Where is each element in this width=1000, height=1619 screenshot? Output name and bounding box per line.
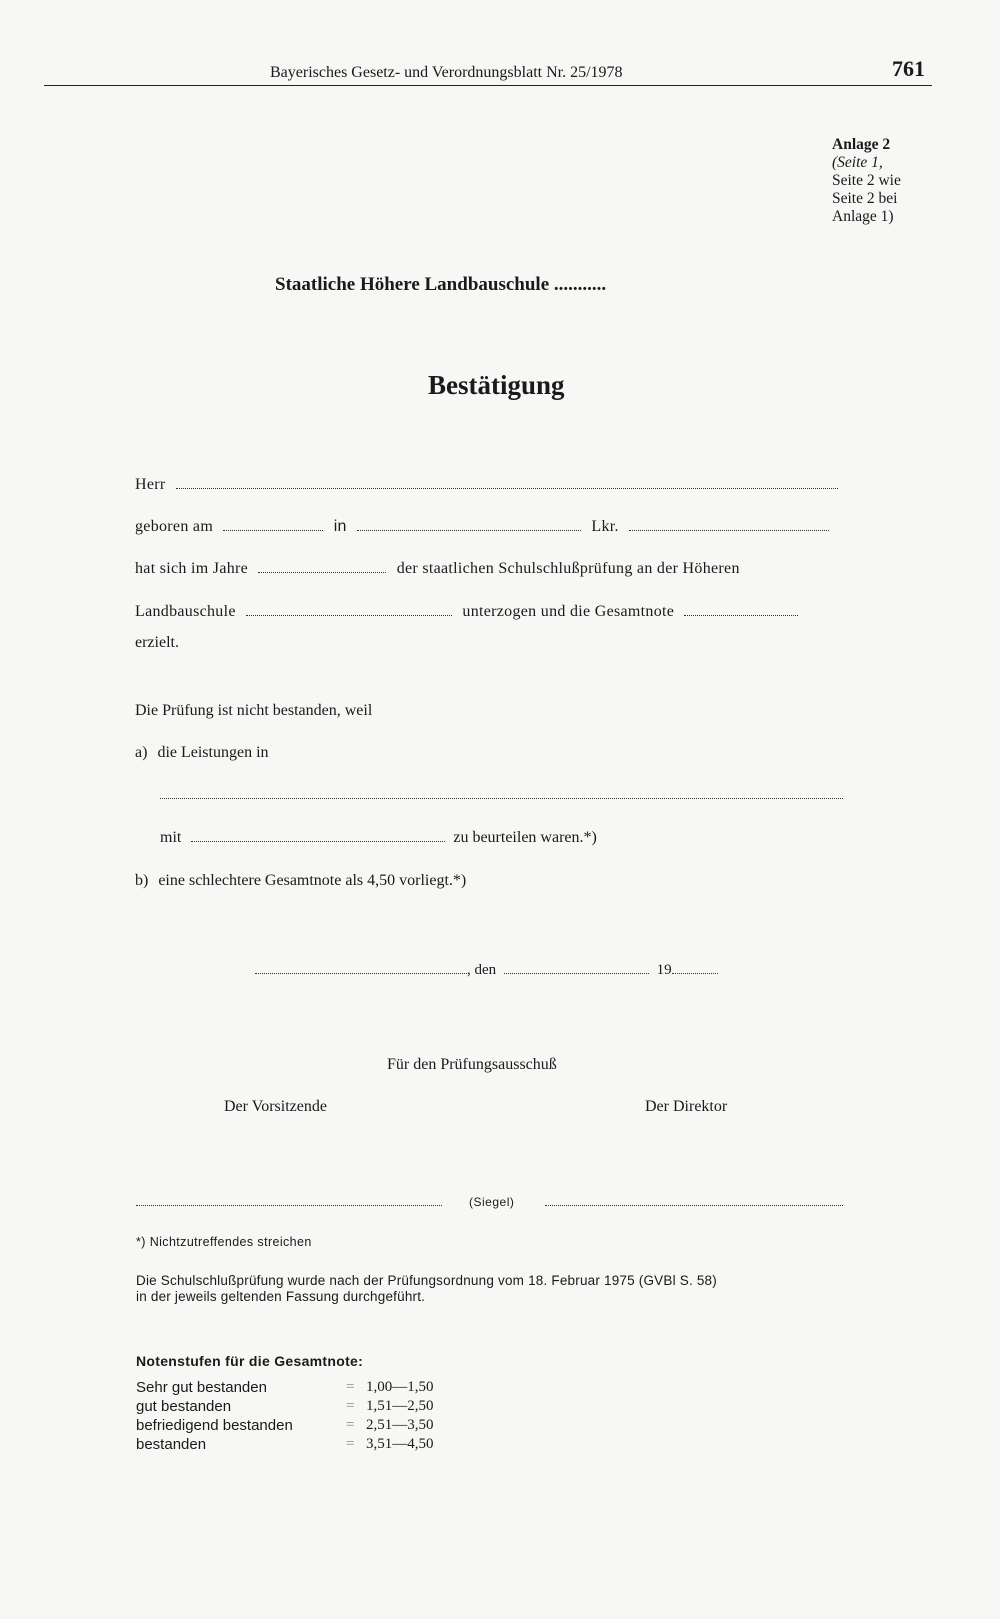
name-field[interactable] xyxy=(176,488,838,489)
annex-line: Seite 2 wie xyxy=(832,172,901,189)
date-line xyxy=(255,962,718,979)
failure-item-a xyxy=(135,744,269,762)
grade-label: befriedigend bestanden xyxy=(136,1417,293,1434)
document-title: Bestätigung xyxy=(428,370,565,400)
chair-signature-field[interactable] xyxy=(136,1205,442,1206)
label-lkr: Lkr. xyxy=(591,518,619,535)
year-suffix-field[interactable] xyxy=(672,973,718,974)
grade-range: 2,51—3,50 xyxy=(366,1417,434,1433)
chair-label: Der Vorsitzende xyxy=(224,1098,327,1115)
seal-label: (Siegel) xyxy=(469,1195,515,1209)
journal-header: Bayerisches Gesetz- und Verordnungsblatt Nr. 25/1978 xyxy=(270,64,623,81)
label-mit: mit xyxy=(160,829,182,846)
school-field[interactable] xyxy=(246,615,452,616)
label-den: , den xyxy=(467,962,497,978)
failure-item-b xyxy=(135,872,466,890)
grade-range: 3,51—4,50 xyxy=(366,1436,434,1452)
label-erzielt: erzielt. xyxy=(135,634,179,651)
annex-line: (Seite 1, xyxy=(832,154,883,171)
grade-equals: = xyxy=(346,1417,355,1433)
annex-line: Seite 2 bei xyxy=(832,190,898,207)
item-a-text: die Leistungen in xyxy=(157,744,269,761)
label-year-prefix: 19 xyxy=(656,962,672,978)
annex-line: Anlage 1) xyxy=(832,208,894,225)
label-geboren-am: geboren am xyxy=(135,518,214,535)
grade-heading: Notenstufen für die Gesamtnote: xyxy=(136,1353,364,1369)
item-b-text: eine schlechtere Gesamtnote als 4,50 vorliegt.*) xyxy=(158,872,467,889)
grade-row xyxy=(136,1378,434,1397)
grade-label: Sehr gut bestanden xyxy=(136,1379,267,1396)
grade-table xyxy=(136,1378,434,1454)
grade-row xyxy=(136,1416,434,1435)
director-signature-field[interactable] xyxy=(545,1205,843,1206)
label-landbauschule: Landbauschule xyxy=(135,603,236,620)
form-line-herr xyxy=(135,476,838,494)
regulation-line: in der jeweils geltenden Fassung durchgeführt. xyxy=(136,1289,426,1304)
place-field[interactable] xyxy=(255,973,467,974)
grade-row xyxy=(136,1397,434,1416)
regulation-line: Die Schulschlußprüfung wurde nach der Prüfungsordnung vom 18. Februar 1975 (GVBl S. 58) xyxy=(136,1273,717,1288)
item-b-marker: b) xyxy=(135,872,149,889)
label-in: in xyxy=(333,518,347,535)
form-line-year xyxy=(135,560,740,578)
regulation-text xyxy=(136,1273,717,1305)
grade-row xyxy=(136,1435,434,1454)
form-line-birth xyxy=(135,518,829,536)
district-field[interactable] xyxy=(629,530,829,531)
grade-label: gut bestanden xyxy=(136,1398,232,1415)
label-hat-sich: hat sich im Jahre xyxy=(135,560,249,577)
subjects-field[interactable] xyxy=(160,798,843,799)
failure-mit-line xyxy=(160,829,597,847)
annex-block xyxy=(832,136,901,226)
grade-equals: = xyxy=(346,1398,355,1414)
committee-label: Für den Prüfungsausschuß xyxy=(387,1056,557,1073)
birthplace-field[interactable] xyxy=(357,530,581,531)
grade-field[interactable] xyxy=(191,841,445,842)
date-field[interactable] xyxy=(504,973,649,974)
header-rule xyxy=(44,85,932,86)
school-name: Staatliche Höhere Landbauschule ........... xyxy=(275,274,607,295)
grade-label: bestanden xyxy=(136,1436,207,1453)
label-zu-beurteilen: zu beurteilen waren.*) xyxy=(453,829,597,846)
page-number: 761 xyxy=(892,56,925,81)
birthdate-field[interactable] xyxy=(223,530,323,531)
failure-intro: Die Prüfung ist nicht bestanden, weil xyxy=(135,702,373,719)
director-label: Der Direktor xyxy=(645,1098,728,1115)
year-field[interactable] xyxy=(258,572,386,573)
grade-equals: = xyxy=(346,1379,355,1395)
footnote: *) Nichtzutreffendes streichen xyxy=(136,1235,312,1249)
grade-equals: = xyxy=(346,1436,355,1452)
label-pruefung: der staatlichen Schulschlußprüfung an der Höheren xyxy=(396,560,740,577)
total-grade-field[interactable] xyxy=(684,615,798,616)
label-unterzogen: unterzogen und die Gesamtnote xyxy=(462,603,675,620)
grade-range: 1,00—1,50 xyxy=(366,1379,434,1395)
annex-title: Anlage 2 xyxy=(832,136,891,153)
label-herr: Herr xyxy=(135,476,166,493)
grade-range: 1,51—2,50 xyxy=(366,1398,434,1414)
item-a-marker: a) xyxy=(135,744,148,761)
form-line-school xyxy=(135,603,798,621)
